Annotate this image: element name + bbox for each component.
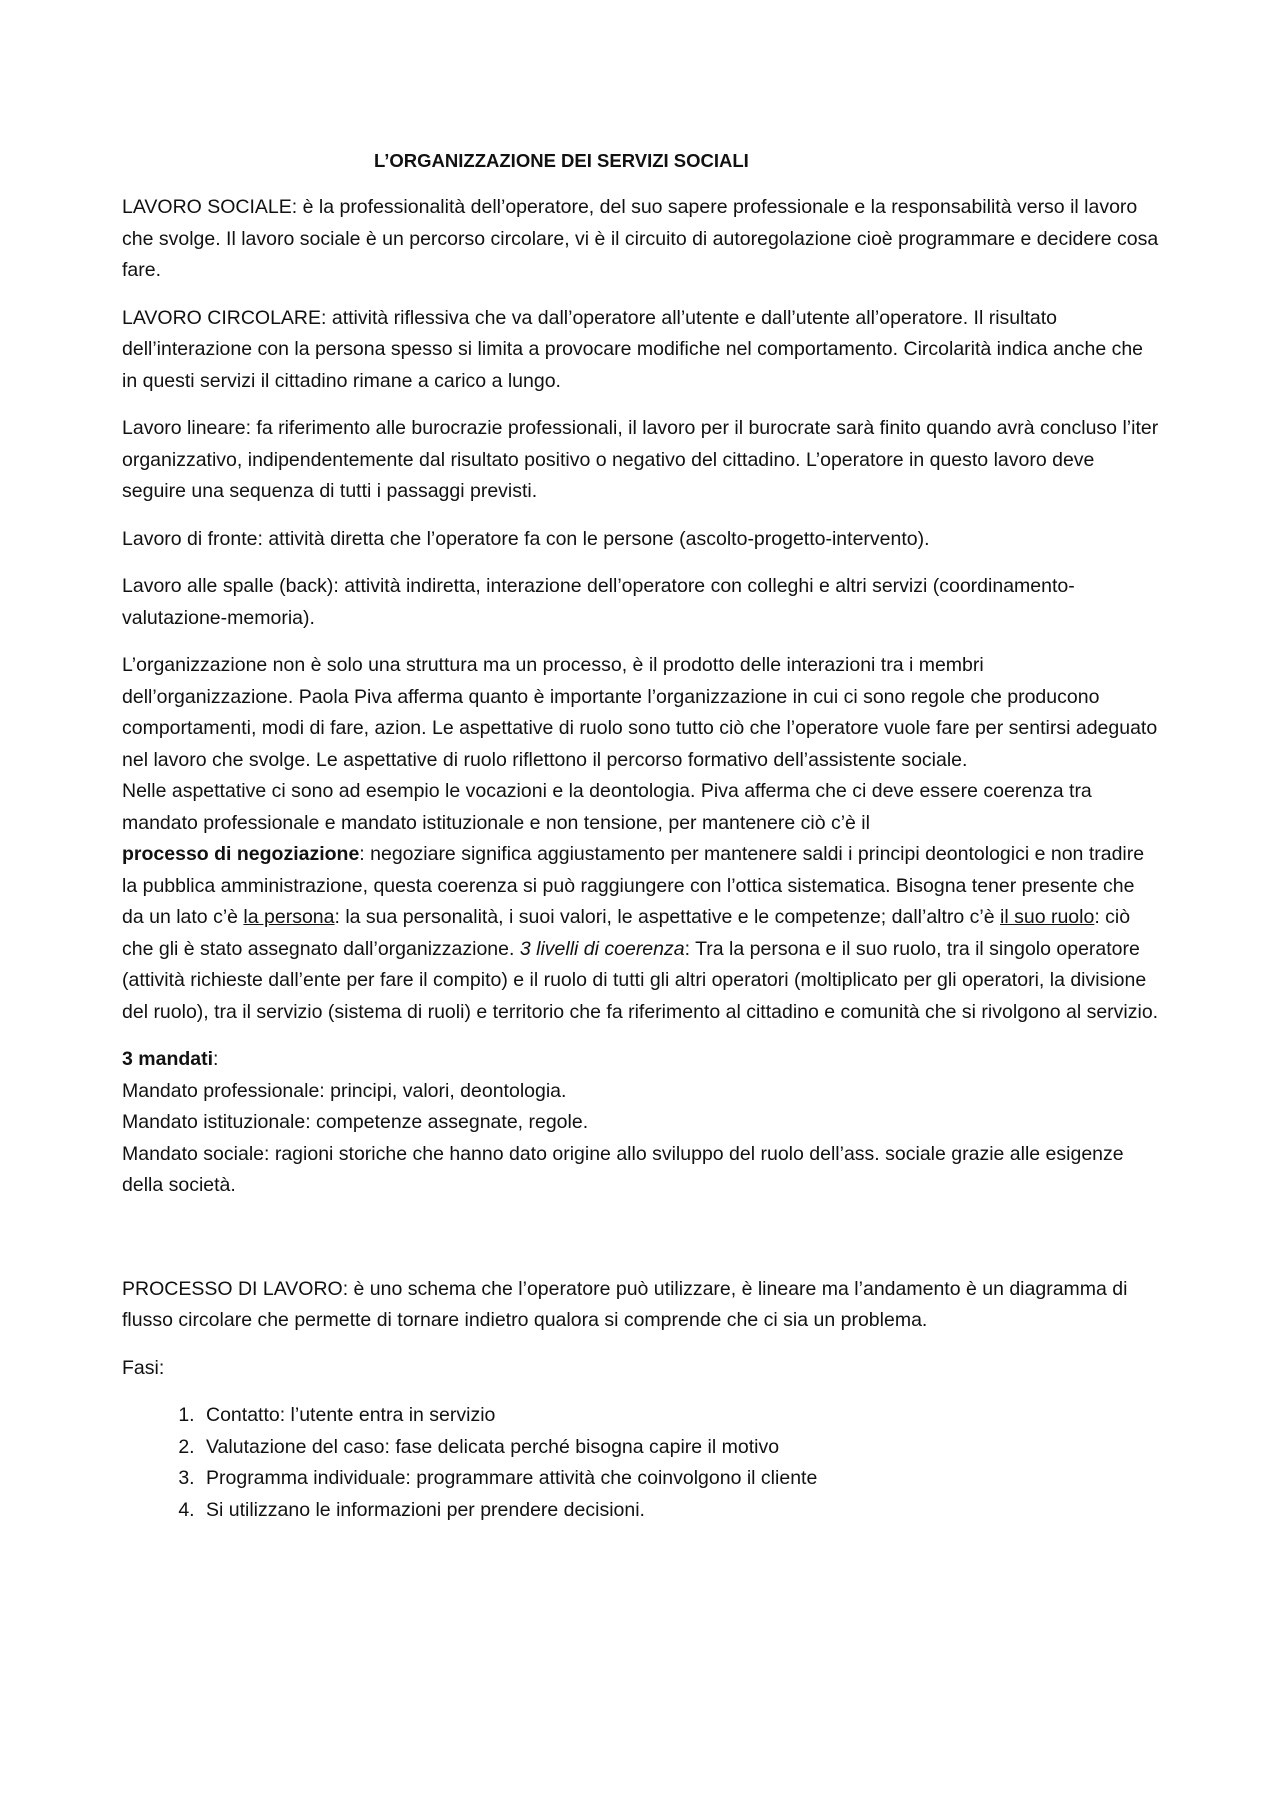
fasi-label: Fasi: bbox=[122, 1356, 165, 1379]
mandati-heading bbox=[122, 1044, 1160, 1076]
bold-processo-negoziazione: processo di negoziazione bbox=[122, 843, 360, 865]
underlined-il-suo-ruolo: il suo ruolo bbox=[1000, 906, 1095, 928]
mandati-heading-bold: 3 mandati bbox=[122, 1048, 214, 1070]
paragraph-lavoro-sociale: LAVORO SOCIALE: è la professionalità dell’operatore, del suo sapere professionale e la responsabilità verso il lavoro che svolge. Il lavoro sociale è un percorso circolare, vi è il circuito di autoregolazione cioè programmare e decidere cosa fare. bbox=[122, 196, 1159, 281]
list-item: 3. Programma individuale: programmare attività che coinvolgono il cliente bbox=[200, 1463, 1160, 1495]
mandato-professionale: Mandato professionale: principi, valori, deontologia. bbox=[122, 1079, 567, 1102]
paragraph-processo-di-lavoro: PROCESSO DI LAVORO: è uno schema che l’operatore può utilizzare, è lineare ma l’andamento è un diagramma di flusso circolare che permette di tornare indietro qualora si comprende che ci sia un problema. bbox=[122, 1277, 1128, 1331]
paragraph-lavoro-alle-spalle: Lavoro alle spalle (back): attività indiretta, interazione dell’operatore con colleghi e altri servizi (coordinamento-valutazione-memoria). bbox=[122, 575, 1075, 629]
list-item: 4. Si utilizzano le informazioni per prendere decisioni. bbox=[200, 1495, 1160, 1527]
text-persona: : la sua personalità, i suoi valori, le aspettative e le competenze; dall’altro c’è bbox=[334, 906, 1001, 928]
italic-livelli-coerenza: 3 livelli di coerenza bbox=[519, 937, 685, 960]
paragraph-lavoro-lineare: Lavoro lineare: fa riferimento alle burocrazie professionali, il lavoro per il burocrate sarà finito quando avrà concluso l’iter organizzativo, indipendentemente dal risultato positivo o negativo del cittadino. L’operatore in questo lavoro deve seguire una sequenza di tutti i passaggi previsti. bbox=[122, 417, 1159, 502]
list-item: 2. Valutazione del caso: fase delicata perché bisogna capire il motivo bbox=[200, 1432, 1160, 1464]
mandato-sociale: Mandato sociale: ragioni storiche che hanno dato origine allo sviluppo del ruolo dell’ass. sociale grazie alle esigenze della società. bbox=[122, 1142, 1124, 1196]
spacer bbox=[122, 1218, 1160, 1274]
underlined-la-persona: la persona bbox=[243, 906, 335, 928]
paragraph-organizzazione: L’organizzazione non è solo una struttura ma un processo, è il prodotto delle interazioni tra i membri dell’organizzazione. Paola Piva afferma quanto è importante l’organizzazione in cui ci sono regole che producono comportamenti, modi di fare, azion. Le aspettative di ruolo sono tutto ciò che l’operatore vuole fare per sentirsi adeguato nel lavoro che svolge. Le aspettative di ruolo riflettono il percorso formativo dell’assistente sociale. bbox=[122, 654, 1158, 771]
paragraph-lavoro-di-fronte: Lavoro di fronte: attività diretta che l’operatore fa con le persone (ascolto-progetto-intervento). bbox=[122, 527, 930, 550]
text-coerenza: : Tra la persona e il suo ruolo, tra il singolo operatore (attività richieste dall’ente per fare il compito) e il ruolo di tutti gli altri operatori (moltiplicato per gli operatori, la divisione del ruolo), tra il servizio (sistema di ruoli) e territorio che fa riferimento al cittadino e comunità che si rivolgono al servizio. bbox=[122, 937, 1159, 1023]
document-title: L’ORGANIZZAZIONE DEI SERVIZI SOCIALI bbox=[374, 150, 749, 171]
mandati-heading-colon: : bbox=[213, 1048, 219, 1070]
list-item: 1. Contatto: l’utente entra in servizio bbox=[200, 1400, 1160, 1432]
paragraph-negoziazione bbox=[122, 839, 1160, 1028]
mandato-istituzionale: Mandato istituzionale: competenze assegnate, regole. bbox=[122, 1111, 589, 1133]
paragraph-aspettative: Nelle aspettative ci sono ad esempio le vocazioni e la deontologia. Piva afferma che ci deve essere coerenza tra mandato professionale e mandato istituzionale e non tensione, per mantenere ciò c’è il bbox=[122, 780, 1092, 834]
text-ruolo: : ciò che gli è stato assegnato dall’organizzazione. bbox=[122, 906, 1131, 960]
fasi-list bbox=[122, 1400, 1160, 1526]
text-negoziazione: : negoziare significa aggiustamento per mantenere saldi i principi deontologici e non tradire la pubblica amministrazione, questa coerenza si può raggiungere con l’ottica sistematica. Bisogna tener presente che da un lato c’è bbox=[122, 843, 1145, 928]
paragraph-lavoro-circolare: LAVORO CIRCOLARE: attività riflessiva che va dall’operatore all’utente e dall’utente all’operatore. Il risultato dell’interazione con la persona spesso si limita a provocare modifiche nel comportamento. Circolarità indica anche che in questi servizi il cittadino rimane a carico a lungo. bbox=[122, 306, 1144, 392]
